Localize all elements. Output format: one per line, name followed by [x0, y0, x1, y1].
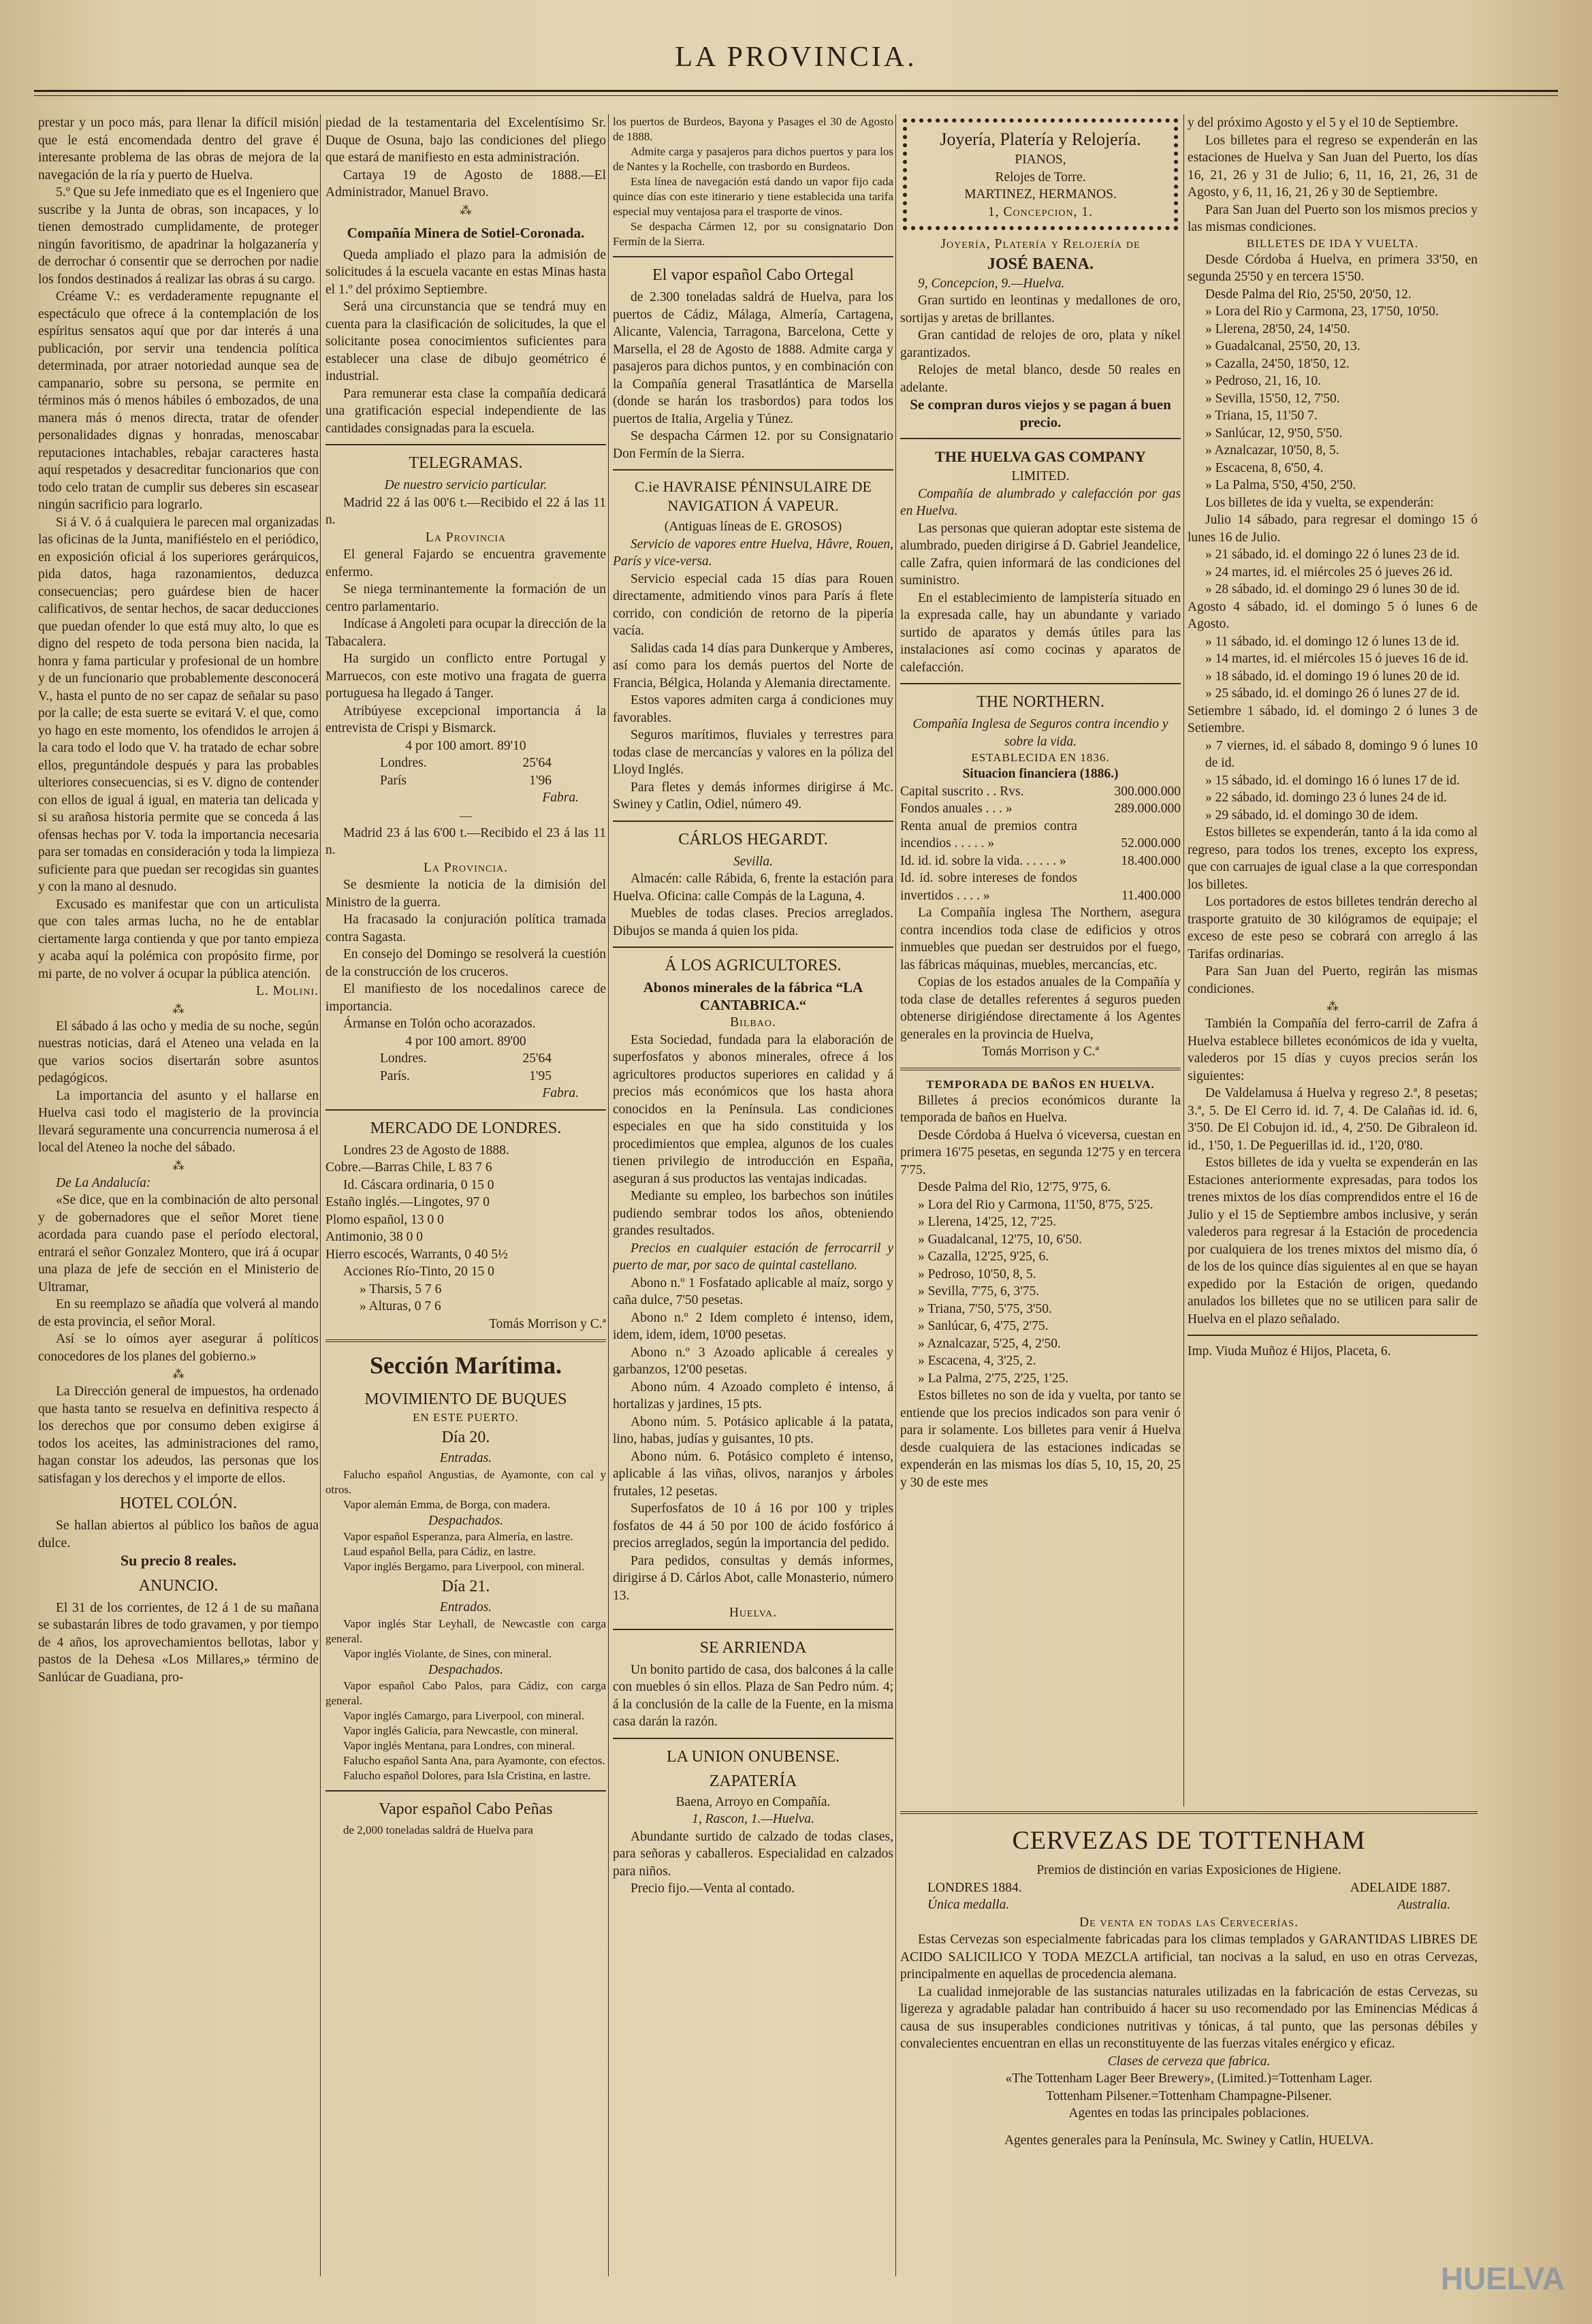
ad-text: Estos vapores admiten carga á condiciones muy favorables.	[613, 693, 893, 725]
column-divider	[608, 114, 609, 2276]
column-divider	[895, 114, 896, 2276]
box-line: PIANOS,	[1015, 153, 1066, 167]
market-line: Plomo español, 13 0 0	[325, 1212, 444, 1227]
ad-text: Relojes de metal blanco, desde 50 reales en adelante.	[900, 363, 1181, 395]
finance-row	[900, 870, 1181, 904]
ad-heading-hotel: HOTEL COLÓN.	[119, 1495, 238, 1512]
article-text: Si á V. ó á cualquiera le parecen mal organizadas las oficinas de la Junta, manifiéstelo en el periódico, en exposición oficial á los superiores gerárquicos, pida datos, haga razonamientos, deduzca consecuencias; pero guárdese bien de hacer calificativos, de sentar hechos, de sacar deducciones que puedan ofender lo que está muy alto, lo que es digno del respeto de toda persona bien nacida, la honra y fama particular y profesional de un hombre y de un funcionario que probablemente desconocerá V., hasta el punto de no ser capaz de señalar su paso por la calle; de esta suerte se evitará V. el que, como yo hago en este momento, los ofendidos le arrojen á la cara todo el lodo que V. ha tratado de echar sobre ellos, preguntándole después y para las probables ulteriores consecuencias, si es V. digno de contender con ellos de igual á igual, en materia tan delicada y si su arañosa historia permite que se conceda á las ofensas hechas por V. toda la importancia necesaria para ser tomadas en consideración y toda la limpieza suficiente para que puedan ser recogidas sin guantes y con la mano al desnudo.	[38, 515, 319, 894]
signature: Fabra.	[542, 1086, 579, 1100]
ship-entry: Vapor inglés Violante, de Sines, con mineral.	[343, 1646, 552, 1660]
award-note: Única medalla.	[927, 1898, 1010, 1912]
ad-heading: Á LOS AGRICULTORES.	[665, 957, 842, 974]
signature: Fabra.	[542, 791, 579, 805]
news-item: En su reemplazo se añadía que volverá al mando de esta provincia, el señor Moral.	[38, 1297, 319, 1329]
ad-heading: C.ie HAVRAISE PÉNINSULAIRE DE NAVIGATION Á VAPEUR.	[635, 478, 872, 514]
ad-text: Superfosfatos de 10 á 16 por 100 y triples fosfatos de 44 á 50 por 100 de ácido fosfórico á precios arreglados, según la importancia del pedido.	[613, 1501, 893, 1550]
quote-row	[325, 754, 606, 772]
telegram: Se desmiente la noticia de la dimisión del Ministro de la guerra.	[325, 878, 606, 910]
telegram: El manifiesto de los nocedalinos carece de importancia.	[325, 982, 606, 1014]
quote-value: 1'95	[529, 1068, 552, 1083]
finance-row	[900, 783, 1181, 801]
ad-text: Esta línea de navegación está dando un vapor fijo cada quince días con este itinerario y tiene establecida una tarifa especial muy ventajosa para el trasporte de vinos.	[613, 175, 893, 218]
article-text: Queda ampliado el plazo para la admisión de solicitudes á la escuela vacante en estas Minas hasta el 1.º del próximo Septiembre.	[325, 247, 606, 297]
ad-text: Desde Córdoba á Huelva, en primera 33'50, en segunda 25'50 y en tercera 15'50.	[1188, 252, 1478, 284]
finance-label: Id. id. id. sobre la vida. . . . . . »	[900, 853, 1066, 868]
section-heading: TEMPORADA DE BAÑOS EN HUELVA.	[926, 1077, 1155, 1091]
fare-row: » Guadalcanal, 25'50, 20, 13.	[1205, 339, 1360, 353]
date-row: Julio 14 sábado, para regresar el domingo 15 ó lunes 16 de Julio.	[1188, 513, 1478, 545]
divider	[900, 438, 1181, 439]
ad-awards-row	[900, 1879, 1478, 1897]
ad-text: Esta Sociedad, fundada para la elaboración de superfosfatos y abonos minerales, ofrece á los agricultores productos superiores en calidad y á precios más económicos que los hasta ahora conocidos en la Península. Las condiciones especiales en que ha sido constituida y los procedimientos que emplea, algunos de los cuales tienen privilegio de introducción en España, aseguran á sus productos las ventajas indicadas.	[613, 1032, 893, 1186]
article-text: piedad de la testamentaria del Excelentísimo Sr. Duque de Osuna, bajo las condiciones del pliego que estará de manifiesto en esta administración.	[325, 116, 606, 165]
article-text: Para remunerar esta clase la compañía dedicará una gratificación especial independiente de las cantidades consignadas para la escuela.	[325, 386, 606, 436]
ship-entry: Falucho español Santa Ana, para Ayamonte, con efectos.	[343, 1754, 605, 1767]
quote-label: París.	[380, 1068, 410, 1083]
quote-label: Londres.	[380, 756, 427, 770]
ad-highlight: Se compran duros viejos y se pagan á buen precio.	[910, 396, 1171, 430]
fare-row: » Aznalcazar, 10'50, 8, 5.	[1205, 443, 1339, 458]
ad-text: Desde Córdoba á Huelva ó viceversa, cuestan en primera 16'75 pesetas, en segunda 12'75 y en tercera 7'75.	[900, 1128, 1181, 1177]
ad-text: «The Tottenham Lager Beer Brewery», (Limited.)=Tottenham Lager.	[1005, 2071, 1373, 2086]
box-title: Joyería, Platería y Relojería.	[940, 129, 1141, 149]
article-text: Créame V.: es verdaderamente repugnante el espectáculo que ofrece á la contemplación de los espíritus sensatos aquí que por dar interés á una publicación, por servir una tendencia política determinada, por atraer notoriedad aunque sea de campanario, sobre su persona, se permite en términos más ó menos hábiles ó embozados, de una manera más ó menos directa, tratar de ofender personalidades dignas y honradas, menoscabar reputaciones intachables, rebajar caracteres hasta aquí respetados y desacreditar funcionarios que con todo celo tratan de cumplir sus deberes sin escasear ningún sacrificio para lograrlo.	[38, 289, 319, 512]
ad-text: Precio fijo.—Venta al contado.	[631, 1881, 795, 1896]
date-row: » 7 viernes, id. el sábado 8, domingo 9 ó lunes 10 de id.	[1205, 738, 1478, 770]
day-heading: Día 20.	[441, 1429, 490, 1446]
ad-text: Se hallan abiertos al público los baños de agua dulce.	[38, 1518, 319, 1550]
quote-value: 25'64	[522, 756, 552, 770]
ad-name: JOSÉ BAENA.	[987, 255, 1094, 273]
ad-text: de 2,000 toneladas saldrá de Huelva para	[343, 1824, 533, 1836]
ad-heading: Joyería, Platería y Relojería de	[940, 237, 1141, 251]
ad-text: Admite carga y pasajeros para dichos puertos y para los de Nantes y la Rochelle, con trasbordo en Burdeos.	[613, 145, 893, 173]
ad-text: Agentes en todas las principales poblaciones.	[1068, 2106, 1309, 2120]
divider	[613, 1738, 893, 1739]
column-divider	[1183, 114, 1184, 1806]
telegram: Atribúyese excepcional importancia á la entrevista de Crispi y Bismarck.	[325, 703, 606, 735]
asterism-divider: ⁂	[1326, 1000, 1339, 1013]
news-item: «Se dice, que en la combinación de alto personal y de gobernadores que el señor Moret tiene acordada para cuando pase el período electoral, entrará el señor Gonzalez Montero, que irá á ocupar una plaza de jefe de sección en el Ministerio de Ultramar,	[38, 1193, 319, 1294]
signature: Tomás Morrison y C.ª	[489, 1316, 606, 1331]
date-row: » 18 sábado, id. el domingo 19 ó lunes 20 de id.	[1205, 669, 1460, 684]
ad-text: Un bonito partido de casa, dos balcones á la calle con muebles ó sin ellos. Plaza de San Pedro núm. 4; á la conclusión de la calle de la Fuente, en la misma casa darán la razón.	[613, 1662, 893, 1729]
telegram-source: La Provincia	[425, 530, 507, 545]
ship-entry: Vapor inglés Bergamo, para Liverpool, con mineral.	[343, 1560, 585, 1573]
ad-heading: LA UNION ONUBENSE.	[667, 1747, 840, 1766]
market-line: Cobre.—Barras Chile, L 83 7 6	[325, 1160, 492, 1175]
quote-row	[325, 1050, 606, 1068]
tottenham-beer-ad	[900, 1819, 1478, 2149]
ad-text: Los billetes de ida y vuelta, se expenderán:	[1205, 495, 1434, 510]
ad-text: Tottenham Pilsener.=Tottenham Champagne-Pilsener.	[1046, 2088, 1332, 2103]
ad-subheading: Abonos minerales de la fábrica “LA CANTABRICA.“	[643, 979, 863, 1013]
ship-entry: Vapor español Esperanza, para Almería, en lastre.	[343, 1530, 573, 1543]
column-2	[325, 114, 606, 2276]
ship-entry: Vapor español Cabo Palos, para Cádiz, con carga general.	[325, 1679, 606, 1707]
quote-row	[325, 772, 606, 790]
ad-price: Su precio 8 reales.	[120, 1552, 237, 1569]
fare-row: » Llerena, 14'25, 12, 7'25.	[918, 1215, 1057, 1229]
day-heading: Día 21.	[441, 1578, 490, 1595]
ad-text: Abono n.º 2 Idem completo é intenso, idem, idem, idem, idem, 10'00 pesetas.	[613, 1310, 893, 1342]
list-heading: Despachados.	[428, 1513, 503, 1528]
ad-text: Servicio de vapores entre Huelva, Hâvre, Rouen, París y vice-versa.	[613, 537, 893, 569]
award-note: Australia.	[1397, 1898, 1450, 1912]
ad-title: CERVEZAS DE TOTTENHAM	[1012, 1826, 1366, 1855]
telegram: Se niega terminantemente la formación de un centro parlamentario.	[325, 582, 606, 614]
ad-text: Servicio especial cada 15 días para Rouen directamente, admitiendo vinos para París á flete corrido, con condición de retorno de la pipería vacía.	[613, 571, 893, 638]
divider	[325, 444, 606, 445]
quote-label: París	[380, 773, 407, 788]
masthead: LA PROVINCIA.	[675, 42, 917, 73]
ad-text: Los billetes para el regreso se expenderán en las estaciones de Huelva y San Juan del Puerto, los días 16, 21, 26 y 31 de Julio; 6, 11, 16, 21, 26, 31 de Agosto, y 6, 11, 16, 21, 26 y 30 de Septiembre.	[1188, 133, 1478, 200]
fare-row: » Escacena, 4, 3'25, 2.	[918, 1354, 1036, 1368]
fare-row: » Cazalla, 24'50, 18'50, 12.	[1205, 356, 1350, 371]
signature: L. Molini.	[256, 984, 319, 998]
divider	[325, 1339, 606, 1342]
ad-text: De Valdelamusa á Huelva y regreso 2.ª, 8 pesetas; 3.ª, 5. De El Cerro id. id. 7, 4. De Calañas id. id. 6, 3'50. De El Cobujon id. id., 4, 2'50. De Gibraleon id. id., 1'50, 1. De Peguerillas id. id., 1'20, 0'80.	[1188, 1086, 1478, 1153]
ad-text: Almacén: calle Rábida, 6, frente la estación para Huelva. Oficina: calle Compás de la Laguna, 4.	[613, 872, 893, 904]
telegram-source: La Provincia.	[423, 860, 509, 875]
ad-text: El 31 de los corrientes, de 12 á 1 de su mañana se subastarán libres de todo gravamen, y por tiempo de 4 años, los aprovechamientos bellotas, labor y pastos de la Dehesa «Los Millares,» término de Sanlúcar de Guadiana, pro-	[38, 1600, 319, 1685]
divider	[613, 469, 893, 471]
ad-text: Copias de los estados anuales de la Compañía y toda clase de detalles referentes á seguros pueden obtenerse dirigiéndose directamente á los Agentes generales en la provincia de Huelva,	[900, 975, 1181, 1042]
news-item: El sábado á las ocho y media de su noche, según nuestras noticias, dará el Ateneo una velada en la que varios socios disertarán sobre asuntos pedagógicos.	[38, 1019, 319, 1085]
ad-text: Gran surtido en leontinas y medallones de oro, sortijas y aretas de brillantes.	[900, 293, 1181, 325]
ship-entry: Falucho español Dolores, para Isla Cristina, en lastre.	[343, 1769, 591, 1782]
section-subheading: De nuestro servicio particular.	[384, 478, 547, 492]
date-row: » 21 sábado, id. el domingo 22 ó lunes 23 de id.	[1205, 547, 1460, 562]
news-item: De La Andalucía:	[56, 1175, 151, 1190]
ad-text: Abono n.º 3 Azoado aplicable á cereales y garbanzos, 12'00 pesetas.	[613, 1345, 893, 1377]
masthead-rule	[34, 90, 1558, 92]
section-heading-maritima: Sección Marítima.	[370, 1352, 562, 1379]
ad-text: Estos billetes se expenderán, tanto á la ida como al regreso, para todos los trenes, excepto los express, que con carruajes de igual clase a la que correspondan los billetes.	[1188, 825, 1478, 892]
market-line: Estaño inglés.—Lingotes, 97 0	[325, 1195, 490, 1209]
quote: 4 por 100 amort. 89'00	[405, 1034, 526, 1049]
list-heading: Entrados.	[439, 1600, 492, 1614]
article-text: Cartaya 19 de Agosto de 1888.—El Administrador, Manuel Bravo.	[325, 168, 606, 200]
article-text: Será una circunstancia que se tendrá muy en cuenta para la clasificación de solicitudes, la que el solicitante posea conocimientos suficientes para establecer una clase de dibujo geométrico é industrial.	[325, 300, 606, 383]
ad-text: Estas Cervezas son especialmente fabricadas para los climas templados y GARANTIDAS LIBRES DE ACIDO SALICILICO Y TODA MEZCLA artificial, tan nocivas a la salud, en uso en otras Cervezas, principalmente en aquellas de procedencia alemana.	[900, 1932, 1478, 1981]
divider	[900, 1068, 1181, 1070]
ad-text: Gran cantidad de relojes de oro, plata y níkel garantizados.	[900, 328, 1181, 360]
fare-row: » Sevilla, 15'50, 12, 7'50.	[1205, 391, 1340, 406]
fare-row: » Escacena, 8, 6'50, 4.	[1205, 460, 1324, 475]
finance-label: Fondos anuales . . . »	[900, 801, 1013, 816]
ad-text: Seguros marítimos, fluviales y terrestres para todas clase de mercancías y valores en la póliza del Lloyd Inglés.	[613, 728, 893, 777]
ad-text: Para fletes y demás informes dirigirse á Mc. Swiney y Catlin, Odiel, número 49.	[613, 780, 893, 812]
ad-text: La cualidad inmejorable de las sustancias naturales utilizadas en la fabricación de estas Cervezas, su ligereza y agradable paladar han contribuido á hacer su uso recomendado por las Eminencias Médicas á causa de sus insuperables condiciones nutritivas y tónicas, á tal punto, que las personas débiles y convalecientes encuentran en ellas un reconstituyente de las fuerzas vitales enérgico y eficaz.	[900, 1984, 1478, 2051]
quote-row	[325, 1068, 606, 1085]
fare-row: » Lora del Rio y Carmona, 23, 17'50, 10'50.	[1205, 304, 1439, 319]
ad-text: Los portadores de estos billetes tendrán derecho al trasporte gratuito de 30 kilógramos de equipaje; el exceso de este peso se cobrará con arreglo á las Tarifas ordinarias.	[1188, 895, 1478, 961]
finance-value: 11.400.000	[1121, 888, 1181, 903]
award-adelaide: ADELAIDE 1887.	[1350, 1880, 1450, 1895]
fare-row: » Sanlúcar, 12, 9'50, 5'50.	[1205, 426, 1343, 441]
section-heading: Compañía Minera de Sotiel-Coronada.	[347, 224, 585, 241]
ad-subtitle: Premios de distinción en varias Exposiciones de Higiene.	[1036, 1863, 1341, 1877]
signature: Tomás Morrison y C.ª	[982, 1045, 1099, 1059]
column-3	[613, 114, 893, 2276]
jewelry-ad-box	[903, 118, 1178, 230]
ad-text: Abono núm. 4 Azoado completo é intenso, á hortalizas y jardines, 15 pts.	[613, 1380, 893, 1412]
fare-row: » Guadalcanal, 12'75, 10, 6'50.	[918, 1232, 1082, 1247]
divider: —	[460, 808, 472, 823]
ad-text: Se despacha Cármen 12. por su Consignatario Don Fermín de la Sierra.	[613, 429, 893, 461]
article-text: prestar y un poco más, para llenar la difícil misión que le está encomendada dentro del grave é interesante problema de las obras de mejora de la navegación de la ría y puerto de Huelva.	[38, 116, 319, 182]
ad-subheading: Situacion financiera (1886.)	[962, 767, 1119, 781]
date-row: » 29 sábado, id. el domingo 30 de idem.	[1205, 808, 1418, 823]
date-row: » 22 sábado, id. domingo 23 ó lunes 24 de id.	[1205, 791, 1447, 805]
ad-agents: Agentes generales para la Península, Mc. Swiney y Catlin, HUELVA.	[1004, 2133, 1374, 2148]
box-line: Relojes de Torre.	[995, 170, 1086, 185]
divider	[613, 256, 893, 257]
list-heading: Entradas.	[439, 1451, 492, 1465]
date-row: Setiembre 1 sábado, id. el domingo 2 ó lunes 3 de Setiembre.	[1188, 703, 1478, 735]
date-row: » 24 martes, id. el miércoles 25 ó jueves 26 id.	[1205, 564, 1453, 579]
ad-address: 9, Concepcion, 9.—Huelva.	[918, 276, 1065, 291]
divider	[325, 1109, 606, 1111]
ad-heading: THE HUELVA GAS COMPANY	[935, 448, 1146, 465]
fare-row: » Triana, 15, 11'50 7.	[1205, 409, 1318, 423]
ad-text: Abundante surtido de calzado de todas clases, para señoras y caballeros. Especialidad en calzados para niños.	[613, 1829, 893, 1879]
box-line: 1, Concepcion, 1.	[988, 204, 1093, 219]
finance-value: 18.400.000	[1121, 853, 1181, 868]
ad-text: Abono núm. 5. Potásico aplicable á la patata, lino, habas, judías y guisantes, 10 pts.	[613, 1414, 893, 1446]
ad-city: Bilbao.	[730, 1015, 776, 1030]
printer-imprint: Imp. Viuda Muñoz é Hijos, Placeta, 6.	[1188, 1344, 1391, 1358]
quote-value: 1'96	[529, 773, 552, 788]
fare-row: » Sevilla, 7'75, 6, 3'75.	[918, 1284, 1040, 1299]
telegram: Ha surgido un conflicto entre Portugal y Marruecos, con este motivo una fragata de guerra portuguesa ha llegado á Tanger.	[325, 652, 606, 701]
ad-text: y del próximo Agosto y el 5 y el 10 de Septiembre.	[1188, 116, 1459, 130]
archive-watermark: HUELVA	[1440, 2261, 1565, 2296]
ad-text: Estos billetes de ida y vuelta se expenderán en las Estaciones anteriormente expresadas, para todos los trenes mixtos de los días comprendidos entre el 16 de Julio y el 15 de Septiembre ambos inclusive, y serán valederos para regresar á la Estación de procedencia por cualquiera de los trenes mixtos del mismo día, ó de los de los quince días siguientes al en que se hayan expedido por la Estación de origen, quedando anulados los billetes que no se utilicen para salir de Huelva en el plazo señalado.	[1188, 1156, 1478, 1326]
market-line: Antimonio, 38 0 0	[325, 1230, 424, 1244]
fare-row: » Pedroso, 21, 16, 10.	[1205, 374, 1322, 388]
ad-city: Sevilla.	[733, 854, 773, 869]
list-heading: Despachados.	[428, 1662, 503, 1677]
ad-heading: SE ARRIENDA	[699, 1638, 807, 1657]
ad-subheading: Clases de cerveza que fabrica.	[1107, 2054, 1271, 2069]
finance-row	[900, 818, 1181, 853]
ad-heading: El vapor español Cabo Ortegal	[652, 266, 854, 284]
finance-value: 289.000.000	[1114, 801, 1181, 816]
finance-row	[900, 800, 1181, 818]
ad-subheading: LIMITED.	[1011, 469, 1070, 483]
divider	[613, 946, 893, 948]
ship-entry: Vapor inglés Mentana, para Londres, con mineral.	[343, 1739, 575, 1752]
date-row: » 15 sábado, id. el domingo 16 ó lunes 17 de id.	[1205, 773, 1460, 788]
section-subheading: MOVIMIENTO DE BUQUES	[364, 1390, 567, 1408]
ad-heading: CÁRLOS HEGARDT.	[678, 830, 828, 848]
ad-text: Para pedidos, consultas y demás informes, dirigirse á D. Cárlos Abot, calle Monasterio, número 13.	[613, 1553, 893, 1603]
ad-text: de 2.300 toneladas saldrá de Huelva, para los puertos de Cádiz, Málaga, Almería, Cartagena, Alicante, Valencia, Tarragona, Barcelona, Cette y Marsella, el 28 de Agosto de 1888. Admite carga y pasajeros para dichos puntos, y en combinación con la Compañía general Trasatlántica de Marsella (donde se harán los trasbordos) para todos los puertos de Italia, Argelia y Túnez.	[613, 290, 893, 426]
section-heading: TELEGRAMAS.	[409, 454, 523, 472]
ad-text: Abono núm. 6. Potásico completo é intenso, aplicable á las viñas, olivos, naranjos y árboles frutales, 12 pesetas.	[613, 1449, 893, 1499]
ad-text: También la Compañía del ferro-carril de Zafra á Huelva establece billetes económicos de ida y vuelta, valederos por 15 días y cuyos precios serán los siguientes:	[1188, 1017, 1478, 1083]
ad-subheading: ZAPATERÍA	[709, 1772, 797, 1790]
ship-entry: Vapor inglés Star Leyhall, de Newcastle con carga general.	[325, 1617, 606, 1645]
fare-row: » La Palma, 5'50, 4'50, 2'50.	[1205, 478, 1356, 492]
ship-entry: Vapor inglés Galicia, para Newcastle, con mineral.	[343, 1724, 579, 1737]
section-subheading: EN ESTE PUERTO.	[413, 1411, 519, 1424]
fare-row: » Cazalla, 12'25, 9'25, 6.	[918, 1249, 1049, 1264]
market-line: Acciones Río-Tinto, 20 15 0	[343, 1264, 494, 1279]
news-item: La importancia del asunto y el hallarse en Huelva casi todo el magisterio de la provincia llevará seguramente una concurrencia numerosa á el local del Ateneo la noche del sábado.	[38, 1088, 319, 1155]
divider	[900, 1811, 1478, 1814]
article-text: 5.º Que su Jefe inmediato que es el Ingeniero que suscribe y la Junta de obras, son incapaces, y lo tienen demostrado cumplidamente, de proteger ningún favoritismo, de apadrinar la holgazanería y de derrochar ó consentir que se derrochen por nadie los fondos destinados á realizar las obras á su cargo.	[38, 185, 319, 287]
finance-label: Capital suscrito . . Rvs.	[900, 784, 1024, 799]
quote-value: 25'64	[522, 1051, 552, 1066]
date-row: » 11 sábado, id. el domingo 12 ó lunes 13 de id.	[1205, 634, 1459, 649]
asterism-divider: ⁂	[172, 1002, 185, 1016]
fare-row: » Triana, 7'50, 5'75, 3'50.	[918, 1301, 1052, 1316]
quote-label: Londres.	[380, 1051, 427, 1066]
award-london: LONDRES 1884.	[927, 1880, 1022, 1895]
telegram: Ármanse en Tolón ocho acorazados.	[343, 1017, 536, 1031]
asterism-divider: ⁂	[460, 203, 472, 217]
ad-city: Huelva.	[729, 1606, 778, 1620]
telegram: Indícase á Angoleti para ocupar la dirección de la Tabacalera.	[325, 617, 606, 649]
column-5	[1188, 114, 1478, 1806]
ad-subheading: (Antiguas líneas de E. GROSOS)	[664, 520, 842, 534]
ad-text: Para San Juan del Puerto son los mismos precios y las mismas condiciones.	[1188, 202, 1478, 234]
telegram: Madrid 23 á las 6'00 t.—Recibido el 23 á las 11 n.	[325, 825, 606, 857]
ship-entry: Vapor inglés Camargo, para Liverpool, con mineral.	[343, 1709, 585, 1722]
ad-heading: Vapor español Cabo Peñas	[379, 1800, 553, 1818]
ad-text: Salidas cada 14 días para Dunkerque y Amberes, así como para los demás puertos del Norte de Francia, Bélgica, Holanda y Alemania directamente.	[613, 641, 893, 690]
divider	[1188, 1335, 1478, 1336]
box-line: MARTINEZ, HERMANOS.	[964, 187, 1117, 202]
finance-value: 52.000.000	[1121, 836, 1181, 850]
finance-label: Id. id. sobre intereses de fondos invertidos . . . . »	[900, 871, 1077, 903]
news-item: La Dirección general de impuestos, ha ordenado que hasta tanto se resuelva en definitiva respecto á los derechos que por consumo deben exigirse á todos los aceites, las administraciones del ramo, hagan constar los adeudos, las personas que los satisfagan y los derechos y el importe de ellos.	[38, 1384, 319, 1486]
ad-text: Mediante su empleo, los barbechos son inútiles pudiendo sembrar todos los años, obteniendo grandes resultados.	[613, 1189, 893, 1238]
ad-text: Abono n.º 1 Fosfatado aplicable al maíz, sorgo y caña dulce, 7'50 pesetas.	[613, 1275, 893, 1307]
date-row: » 25 sábado, id. el domingo 26 ó lunes 27 de id.	[1205, 686, 1460, 701]
ad-text: Estos billetes no son de ida y vuelta, por tanto se entiende que los precios indicados son para venir ó para ir solamente. Los billetes para venir á Huelva desde cualquiera de las estaciones indicadas se expenderán en las mismas los días 5, 10, 15, 20, 25 y 30 de este mes	[900, 1388, 1181, 1490]
fare-row: » Sanlúcar, 6, 4'75, 2'75.	[918, 1319, 1049, 1333]
date-row: Agosto 4 sábado, id. el domingo 5 ó lunes 6 de Agosto.	[1188, 599, 1478, 631]
divider	[613, 1629, 893, 1630]
ad-text: Se despacha Cármen 12, por su consignatario Don Fermín de la Sierra.	[613, 220, 893, 248]
divider	[613, 821, 893, 822]
ad-text: En el establecimiento de lampistería situado en la expresada calle, hay un abundante y variado surtido de aparatos y demás útiles para las instalaciones así como cocinas y aparatos de calefacción.	[900, 590, 1181, 675]
market-line: Id. Cáscara ordinaria, 0 15 0	[343, 1177, 494, 1192]
ad-heading-anuncio: ANUNCIO.	[138, 1576, 219, 1595]
fare-row: » Pedroso, 10'50, 8, 5.	[918, 1267, 1036, 1282]
ad-text: Desde Palma del Rio, 25'50, 20'50, 12.	[1205, 287, 1412, 302]
column-divider	[320, 114, 321, 2276]
section-heading: BILLETES DE IDA Y VUELTA.	[1246, 236, 1419, 250]
ad-text: La Compañía inglesa The Northern, asegura contra incendios toda clase de edificios y otros inmuebles que puedan ser destruidos por el fuego, las fábricas máquinas, muebles, mercancías, etc.	[900, 906, 1181, 972]
ad-text: Compañía de alumbrado y calefacción por gas en Huelva.	[900, 486, 1181, 518]
ship-entry: Falucho español Angustias, de Ayamonte, con cal y otros.	[325, 1467, 606, 1496]
ad-subheading: De venta en todas las Cervecerías.	[1079, 1915, 1299, 1930]
finance-value: 300.000.000	[1114, 784, 1181, 799]
column-1	[38, 114, 319, 2276]
ad-text: Precios en cualquier estación de ferrocarril y puerto de mar, por saco de quintal castellano.	[613, 1241, 893, 1273]
market-line: Londres 23 de Agosto de 1888.	[343, 1143, 509, 1158]
article-text: Excusado es manifestar que con un articulista que con tales armas lucha, no he de entablar ciertamente larga contienda y que por tanto empieza y acaba aquí la polémica con propósito firme, por mi parte, de no volver á ocupar la pública atención.	[38, 897, 319, 981]
ad-text: Para San Juan del Puerto, regirán las mismas condiciones.	[1188, 964, 1478, 996]
section-heading: MERCADO DE LONDRES.	[370, 1119, 562, 1137]
finance-label: Renta anual de premios contra incendios . . . . . »	[900, 818, 1077, 850]
ad-text: Las personas que quieran adoptar este sistema de alumbrado, pueden dirigirse á D. Gabriel Jeandelice, calle Zafra, quien informará de las condiciones del suministro.	[900, 521, 1181, 588]
market-line: » Tharsis, 5 7 6	[360, 1282, 442, 1296]
fare-row: » Llerena, 28'50, 24, 14'50.	[1205, 321, 1350, 336]
market-line: » Alturas, 0 7 6	[360, 1299, 441, 1314]
ship-entry: Vapor alemán Emma, de Borga, con madera.	[343, 1497, 551, 1511]
ad-text: los puertos de Burdeos, Bayona y Pasages el 30 de Agosto de 1888.	[613, 115, 893, 143]
ad-awards-row	[900, 1896, 1478, 1914]
ad-text: Compañía Inglesa de Seguros contra incendio y sobre la vida.	[912, 717, 1168, 749]
ship-entry: Laud español Bella, para Cádiz, en lastre.	[343, 1545, 536, 1558]
fare-row: » Aznalcazar, 5'25, 4, 2'50.	[918, 1336, 1061, 1351]
finance-row	[900, 853, 1181, 870]
date-row: » 14 martes, id. el miércoles 15 ó jueves 16 de id.	[1205, 652, 1469, 666]
column-4	[900, 114, 1181, 1806]
fare-row: » Lora del Rio y Carmona, 11'50, 8'75, 5'25.	[918, 1197, 1153, 1212]
telegram: Madrid 22 á las 00'6 t.—Recibido el 22 á las 11 n.	[325, 495, 606, 527]
quote: 4 por 100 amort. 89'10	[405, 738, 526, 753]
ad-text: Billetes á precios económicos durante la temporada de baños en Huelva.	[900, 1093, 1181, 1125]
divider	[900, 683, 1181, 684]
asterism-divider: ⁂	[172, 1367, 185, 1381]
date-row: » 28 sábado, id. el domingo 29 ó lunes 30 de id.	[1205, 582, 1460, 596]
divider	[325, 1790, 606, 1792]
ad-heading: THE NORTHERN.	[976, 693, 1104, 711]
news-item: Así se lo oímos ayer asegurar á políticos conocedores de los planes del gobierno.»	[38, 1332, 319, 1364]
masthead-rule-thin	[34, 95, 1558, 96]
ad-subheading: ESTABLECIDA EN 1836.	[971, 751, 1110, 764]
fare-row: » La Palma, 2'75, 2'25, 1'25.	[918, 1371, 1069, 1386]
telegram: En consejo del Domingo se resolverá la cuestión de la construcción de los cruceros.	[325, 947, 606, 979]
ad-text: Muebles de todas clases. Precios arreglados. Dibujos se manda á quien los pida.	[613, 906, 893, 938]
ad-address: 1, Rascon, 1.—Huelva.	[692, 1812, 814, 1826]
market-line: Hierro escocés, Warrants, 0 40 5½	[325, 1247, 508, 1262]
ad-subheading: Baena, Arroyo en Compañía.	[675, 1794, 831, 1809]
telegram: El general Fajardo se encuentra gravemente enfermo.	[325, 547, 606, 579]
ad-text: Desde Palma del Rio, 12'75, 9'75, 6.	[918, 1180, 1111, 1194]
asterism-divider: ⁂	[172, 1158, 185, 1173]
telegram: Ha fracasado la conjuración política tramada contra Sagasta.	[325, 912, 606, 944]
